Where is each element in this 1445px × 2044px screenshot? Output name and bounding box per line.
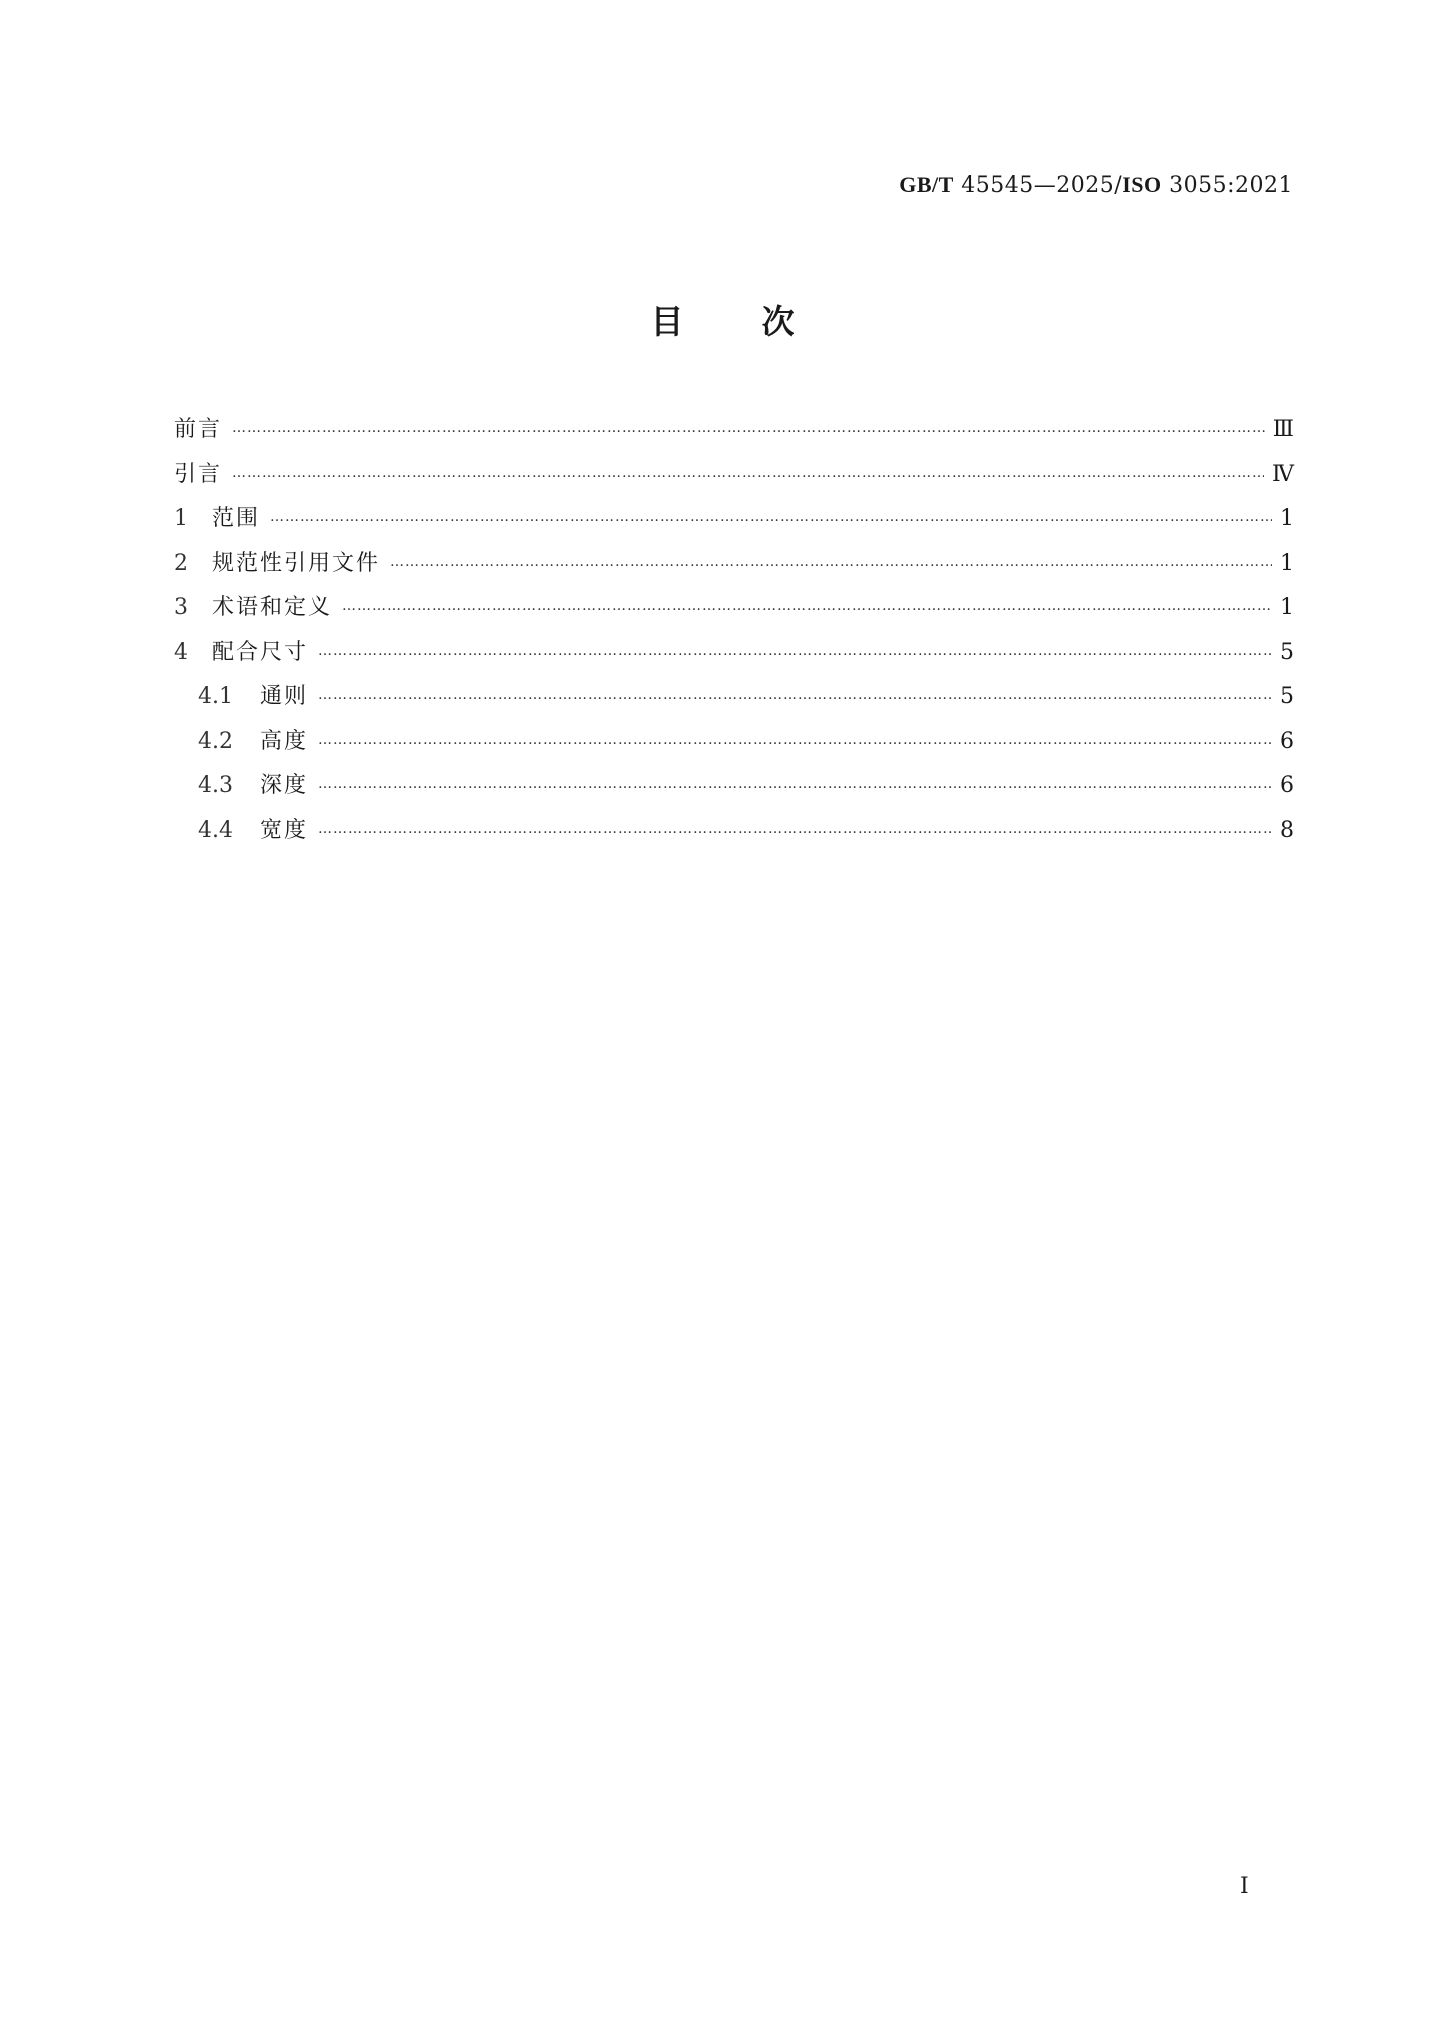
toc-entry-label: 术语和定义 (212, 595, 333, 620)
toc-entry-foreword[interactable] (174, 412, 1294, 457)
toc-entry-number: 4.1 (198, 684, 233, 709)
toc-entry-page: 8 (1280, 817, 1294, 843)
code-number: 45545—2025/ (953, 173, 1123, 198)
page-title: 目次 (650, 302, 873, 341)
toc-entry-introduction[interactable] (174, 457, 1294, 502)
toc-entry-3[interactable] (174, 590, 1294, 635)
toc-entry-4-3[interactable] (174, 768, 1294, 813)
toc-entry-number: 4.3 (198, 773, 233, 798)
table-of-contents (174, 412, 1294, 857)
toc-leader-dots (270, 509, 1272, 525)
toc-leader-dots (318, 643, 1272, 659)
toc-entry-number: 2 (174, 550, 188, 576)
toc-entry-page: 5 (1280, 639, 1294, 665)
toc-entry-label: 规范性引用文件 (212, 550, 381, 576)
code-iso-number: 3055:2021 (1161, 173, 1293, 198)
toc-entry-4-4[interactable] (174, 813, 1294, 858)
page-number: I (1240, 1874, 1249, 1899)
toc-leader-dots (318, 776, 1272, 792)
toc-leader-dots (232, 420, 1265, 436)
toc-entry-4-2[interactable] (174, 724, 1294, 769)
toc-leader-dots (318, 687, 1272, 703)
toc-entry-number: 3 (174, 595, 188, 620)
code-iso: ISO (1122, 172, 1162, 197)
toc-entry-page: 6 (1280, 773, 1294, 798)
toc-entry-label: 深度 (260, 773, 309, 798)
toc-leader-dots (390, 554, 1272, 570)
toc-entry-number: 4.4 (198, 817, 233, 843)
toc-entry-label: 宽度 (260, 817, 309, 843)
toc-entry-page: Ⅲ (1272, 417, 1294, 442)
toc-entry-4-1[interactable] (174, 679, 1294, 724)
toc-entry-4[interactable] (174, 635, 1294, 680)
toc-entry-label: 范围 (212, 506, 261, 531)
toc-entry-page: 1 (1280, 595, 1294, 620)
toc-entry-page: 6 (1280, 728, 1294, 754)
toc-entry-label: 前言 (174, 417, 223, 442)
toc-entry-label: 高度 (260, 728, 309, 754)
toc-leader-dots (342, 598, 1272, 614)
toc-entry-label: 引言 (174, 461, 223, 487)
toc-entry-1[interactable] (174, 501, 1294, 546)
toc-entry-number: 4.2 (198, 728, 233, 754)
toc-entry-page: Ⅳ (1272, 461, 1294, 487)
toc-entry-2[interactable] (174, 546, 1294, 591)
toc-entry-number: 1 (174, 506, 188, 531)
toc-entry-page: 5 (1280, 684, 1294, 709)
code-gbt: GB/T (899, 172, 954, 197)
toc-leader-dots (318, 732, 1272, 748)
toc-entry-page: 1 (1280, 550, 1294, 576)
toc-entry-label: 配合尺寸 (212, 639, 309, 665)
toc-leader-dots (318, 821, 1272, 837)
toc-entry-number: 4 (174, 639, 188, 665)
toc-leader-dots (232, 465, 1264, 481)
toc-entry-label: 通则 (260, 684, 309, 709)
document-code (899, 172, 1293, 198)
toc-entry-page: 1 (1280, 506, 1294, 531)
